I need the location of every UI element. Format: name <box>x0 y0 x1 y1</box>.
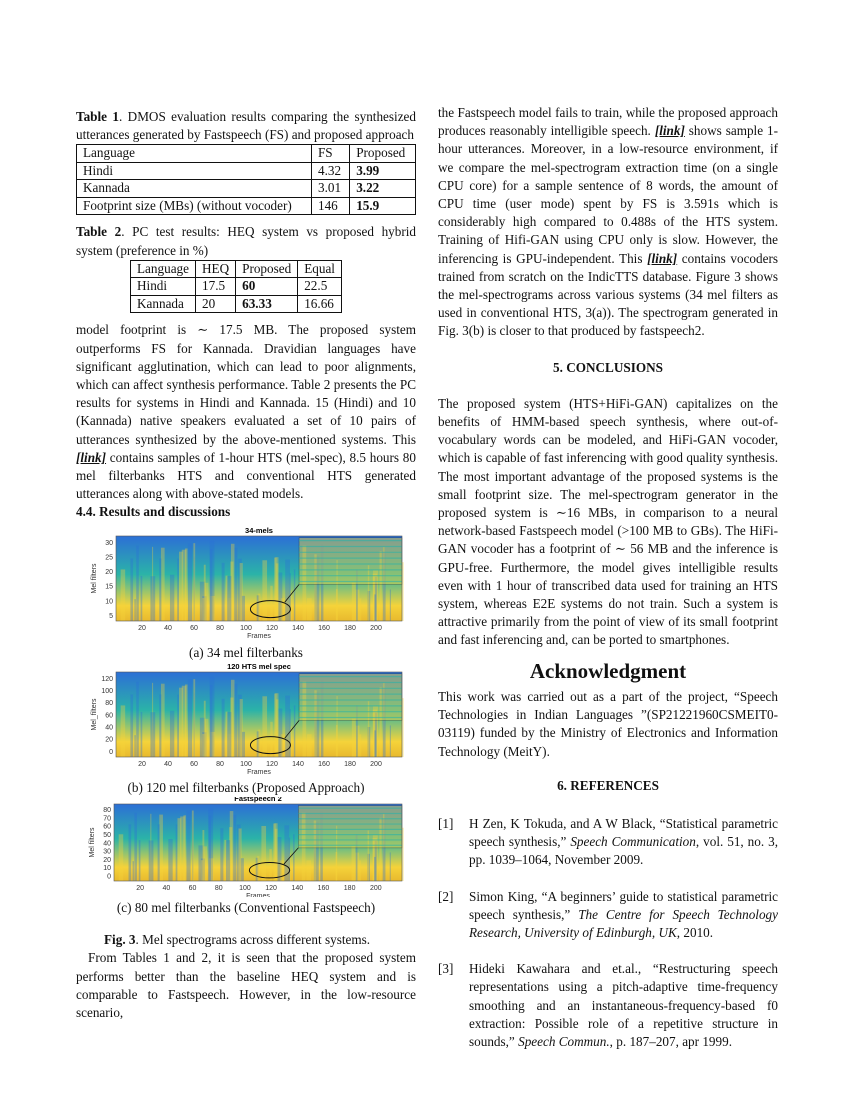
x-tick-label: 120 <box>265 884 277 892</box>
y-axis-label: Mel filters <box>89 827 96 858</box>
spectrogram-streak <box>227 712 231 757</box>
spectrogram-120-mels <box>76 662 416 779</box>
spectrogram-streak <box>141 712 143 757</box>
spectrogram-streak <box>134 813 137 881</box>
section-4-4-heading: 4.4. Results and discussions <box>76 504 231 520</box>
y-tick-label: 60 <box>103 823 111 831</box>
spectrogram-fastspeech <box>76 797 416 897</box>
x-tick-label: 20 <box>136 884 145 892</box>
spectrogram-streak <box>306 860 311 881</box>
spectrogram-streak <box>158 824 160 881</box>
x-axis-label: Frames <box>247 632 271 640</box>
x-tick-label: 100 <box>240 624 252 632</box>
x-tick-label: 140 <box>292 624 304 632</box>
y-tick-label: 100 <box>101 687 113 695</box>
table2-caption: Table 2. PC test results: HEQ system vs proposed hybrid system (preference in %) <box>76 224 416 258</box>
spectrogram-streak <box>270 722 272 757</box>
comparison-paragraph: From Tables 1 and 2, it is seen that the proposed system performs better than the baseline HEQ system and is comparable to Fastspeech. However, in the low-resource scenario, <box>76 950 416 1020</box>
spectrogram-streak <box>359 734 361 757</box>
table-row <box>131 295 342 313</box>
spectrogram-streak <box>231 543 235 620</box>
spectrogram-streak <box>193 543 195 621</box>
x-tick-label: 160 <box>317 884 330 892</box>
spectrogram-streak <box>274 693 276 756</box>
spectrogram-streak <box>390 852 391 881</box>
x-tick-label: 40 <box>164 760 172 768</box>
spectrogram-streak <box>307 734 312 757</box>
spectrogram-streak <box>242 595 245 620</box>
table-row <box>77 162 416 180</box>
spectrogram-streak <box>293 834 294 881</box>
x-tick-label: 200 <box>370 624 382 632</box>
y-tick-label: 25 <box>105 553 113 561</box>
spectrogram-streak <box>273 823 275 880</box>
spectrogram-streak <box>220 828 223 881</box>
spectrogram-streak <box>231 680 235 757</box>
spectrogram-streak <box>307 598 312 621</box>
table-header-cell: Equal <box>298 260 342 278</box>
spectrogram-streak <box>222 698 225 756</box>
table2 <box>130 260 342 314</box>
spectrogram-streak <box>150 576 155 621</box>
reference-item: [2] Simon King, “A beginners’ guide to statistical parametric speech synthesis,” The Centre for Speech Technology Research, University of Edinburgh, UK, 2010. <box>438 888 779 940</box>
y-tick-label: 40 <box>105 724 113 732</box>
left-column <box>76 104 416 1022</box>
y-tick-label: 50 <box>103 831 111 839</box>
x-tick-label: 60 <box>190 624 198 632</box>
table-header-cell: FS <box>311 145 349 163</box>
conclusions-heading: 5. CONCLUSIONS <box>553 359 663 375</box>
right-column <box>438 104 778 1051</box>
x-tick-label: 80 <box>214 884 223 892</box>
y-axis-label: Mel_filters <box>91 698 98 731</box>
x-tick-label: 140 <box>291 884 304 892</box>
spectrogram-streak <box>210 685 212 757</box>
table-cell: 3.01 <box>311 180 349 198</box>
spectrogram-streak <box>130 694 133 757</box>
spectrogram-streak <box>289 838 290 881</box>
table-cell: Footprint size (MBs) (without vocoder) <box>77 197 312 215</box>
spectrogram-streak <box>205 582 209 620</box>
y-tick-label: 30 <box>103 848 111 856</box>
x-axis-label: Frames <box>246 892 270 897</box>
table-header-cell: Language <box>131 260 196 278</box>
spectrogram-streak <box>177 694 179 756</box>
table-header-cell: Proposed <box>236 260 298 278</box>
zoom-inset <box>299 673 402 720</box>
table1 <box>76 144 416 215</box>
spectrogram-streak <box>150 712 155 757</box>
spectrogram-streak <box>183 815 186 881</box>
table-cell: 20 <box>196 295 236 313</box>
zoom-inset <box>299 537 402 584</box>
spectrogram-streak <box>390 725 391 757</box>
spectrogram-streak <box>121 705 126 757</box>
x-tick-label: 100 <box>240 760 252 768</box>
table-cell: Hindi <box>77 162 312 180</box>
table2-label: Table 2 <box>76 224 122 240</box>
spectrogram-streak <box>352 582 356 620</box>
spectrogram-streak <box>390 589 391 621</box>
x-tick-label: 20 <box>138 624 146 632</box>
x-tick-label: 120 <box>266 624 278 632</box>
spectrogram-streak <box>185 684 188 757</box>
spectrogram-streak <box>262 696 267 757</box>
spectrogram-streak <box>159 694 161 757</box>
spectrogram-streak <box>210 548 212 620</box>
spectrogram-streak <box>159 558 161 621</box>
spectrogram-streak <box>203 846 207 881</box>
spectrogram-streak <box>205 719 209 757</box>
x-tick-label: 120 <box>266 760 278 768</box>
table-cell: 4.32 <box>311 162 349 180</box>
spectrogram-streak <box>134 599 135 621</box>
table-cell: Kannada <box>131 295 196 313</box>
samples-link[interactable]: [link] <box>76 449 107 465</box>
x-tick-label: 200 <box>370 760 382 768</box>
spectrogram-streak <box>201 860 203 881</box>
conclusions-paragraph: The proposed system (HTS+HiFi-GAN) capitalizes on the benefits of HMM-based speech synthesis, where out-of-vocabulary words can be modeled, and HiFi-GAN vocoder, which is capable of fast inferencing with good quality synthesis. The most important advantage of the proposed systems is the small footprint size. The mel-spectrogram generator in the proposed system is ∼16 MBs, in comparison to a neural network-based Fastspeech model (>100 MB to GBs). The HiFi-GAN vocoder has a footprint of ∼ 56 MB and the inference is GPU-free. Furthermore, the model gives intelligible results even with 1 hour of transcribed data used for training an HTS system, whereas E2E systems do not train. Such a system is attractive primarily from the point of view of its small footprint and fast inferencing and, can be ported to smartphones. <box>438 395 778 648</box>
y-tick-label: 80 <box>105 699 113 707</box>
spectrogram-streak <box>188 679 192 757</box>
table-cell: 63.33 <box>236 295 298 313</box>
spectrogram-title: 34-mels <box>245 525 273 535</box>
spectrogram-streak <box>226 840 230 881</box>
table-header-cell: HEQ <box>196 260 236 278</box>
table-cell: 15.9 <box>350 197 416 215</box>
y-tick-label: 60 <box>105 712 113 720</box>
acknowledgment-paragraph: This work was carried out as a part of the project, “Speech Technologies in Indian Languages ”(SP21221960CSMEIT0-03119) funded by the Ministry of Electronics and Information Technology (MeitY). <box>438 688 778 759</box>
reference-item: [1] H Zen, K Tokuda, and A W Black, “Statistical parametric speech synthesis,” Speech Communication, vol. 51, no. 3, pp. 1039–1064, November 2009. <box>438 815 779 868</box>
spectrogram-streak <box>193 679 195 757</box>
x-tick-label: 20 <box>138 760 146 768</box>
spectrogram-streak <box>130 558 133 621</box>
spectrogram-streak <box>222 562 225 620</box>
table-cell: 17.5 <box>196 278 236 296</box>
table-row <box>77 180 416 198</box>
x-tick-label: 160 <box>318 624 330 632</box>
table-header-cell: Language <box>77 145 312 163</box>
table-cell: Hindi <box>131 278 196 296</box>
spectrogram-streak <box>351 846 355 881</box>
spectrogram-streak <box>261 826 266 881</box>
spectrogram-streak <box>161 547 165 620</box>
spectrogram-title: 120 HTS mel spec <box>227 661 291 671</box>
y-tick-label: 120 <box>101 675 113 683</box>
y-tick-label: 20 <box>105 736 113 744</box>
spectrogram-streak <box>139 840 141 881</box>
figure-3-caption: Fig. 3. Mel spectrograms across different systems. <box>104 932 371 948</box>
spectrogram-streak <box>192 810 194 881</box>
spectrogram-streak <box>241 858 244 881</box>
y-tick-label: 80 <box>103 807 111 815</box>
y-tick-label: 20 <box>105 568 113 576</box>
spectrogram-streak <box>136 682 139 757</box>
spectrogram-streak <box>258 729 260 756</box>
table1-caption: Table 1. DMOS evaluation results comparing the synthesized utterances generated by Fastspeech (FS) and proposed approach <box>76 109 417 143</box>
spectrogram-streak <box>294 569 295 621</box>
spectrogram-streak <box>352 718 356 756</box>
spectrogram-title: Fastspeech 2 <box>234 796 282 803</box>
x-tick-label: 180 <box>344 624 356 632</box>
spectrogram-streak <box>359 860 361 880</box>
table-row <box>77 145 416 163</box>
spectrogram-streak <box>161 683 165 756</box>
spectrogram-streak <box>188 543 192 621</box>
y-tick-label: 40 <box>103 840 111 848</box>
spectrogram-streak <box>170 574 174 620</box>
spectrogram-streak <box>133 861 134 881</box>
reference-item: [3] Hideki Kawahara and et.al., “Restructuring speech representations using a pitch-adaptive time-frequency smoothing and an instantaneous-frequency-based f0 extraction: Possible role of a repetitive structure in sounds,” Speech Commun., p. 187–207, apr 1999. <box>438 961 778 1049</box>
spectrogram-streak <box>185 548 188 621</box>
x-tick-label: 140 <box>292 760 304 768</box>
spectrogram-streak <box>176 824 178 881</box>
subfig-a-caption: (a) 34 mel filterbanks <box>189 644 303 660</box>
spectrogram-streak <box>136 545 139 620</box>
spectrogram-streak <box>230 811 234 881</box>
x-tick-label: 80 <box>216 624 224 632</box>
table-cell: 3.22 <box>350 180 416 198</box>
spectrogram-streak <box>359 598 361 621</box>
x-tick-label: 100 <box>239 884 251 892</box>
table-cell: Kannada <box>77 180 312 198</box>
spectrogram-streak <box>170 710 174 756</box>
y-tick-label: 5 <box>109 612 113 620</box>
table1-label: Table 1 <box>76 109 119 124</box>
x-tick-label: 60 <box>188 884 197 892</box>
spectrogram-streak <box>134 735 135 757</box>
spectrogram-streak <box>159 815 163 881</box>
spectrogram-streak <box>294 705 295 757</box>
table-row <box>131 260 342 278</box>
y-tick-label: 70 <box>103 815 111 823</box>
figure-3 <box>76 524 416 918</box>
spectrogram-streak <box>290 709 291 757</box>
spectrogram-streak <box>258 593 260 620</box>
y-axis-label: Mel filters <box>91 563 98 594</box>
vocoders-link[interactable]: [link] <box>647 250 678 266</box>
y-tick-label: 20 <box>103 856 111 864</box>
y-tick-label: 10 <box>103 865 111 873</box>
spectrogram-34-mels <box>76 524 416 644</box>
x-tick-label: 60 <box>190 760 198 768</box>
table-cell: 3.99 <box>350 162 416 180</box>
spectrogram-streak <box>141 575 143 620</box>
references-heading: 6. REFERENCES <box>557 777 659 793</box>
spectrogram-streak <box>186 811 190 881</box>
spectrogram-streak <box>179 687 183 756</box>
spectrogram-streak <box>274 557 276 620</box>
spectrogram-streak <box>209 816 211 881</box>
x-tick-label: 200 <box>369 884 382 892</box>
x-tick-label: 160 <box>318 760 330 768</box>
table-cell: 16.66 <box>298 295 342 313</box>
x-tick-label: 180 <box>344 760 356 768</box>
subfig-c-caption: (c) 80 mel filterbanks (Conventional Fastspeech) <box>116 899 376 915</box>
x-tick-label: 40 <box>162 884 171 892</box>
x-axis-label: Frames <box>247 768 271 776</box>
spectrogram-streak <box>262 560 267 621</box>
spectrogram-streak <box>149 840 154 881</box>
y-tick-label: 30 <box>105 539 113 547</box>
spectrogram-streak <box>121 569 126 621</box>
y-tick-label: 10 <box>105 597 113 605</box>
spectrogram-streak <box>290 573 291 621</box>
x-tick-label: 80 <box>216 760 224 768</box>
spectrogram-streak <box>227 575 231 620</box>
table-cell: 60 <box>236 278 298 296</box>
table-cell: 22.5 <box>298 278 342 296</box>
zoom-inset <box>298 805 402 847</box>
subfig-b-caption: (b) 120 mel filterbanks (Proposed Approach) <box>127 779 365 795</box>
spectrogram-streak <box>177 818 181 881</box>
spectrogram-streak <box>202 598 204 621</box>
discussion-paragraph: the Fastspeech model fails to train, while the proposed approach produces reasonably intelligible speech. [link] shows sample 1-hour utterances. Moreover, in a low-resource environment, if we compare the mel-spectrogram extraction time (on a single CPU core) for a sample sentence of 8 words, the amount of CPU time (user mode) spent by FS is 3.591s which is considerably high compared to 0.488s of the HTS system. Training of Hifi-GAN using CPU only is slow. However, the inferencing is GPU-independent. This [link] contains vocoders trained from scratch on the IndicTTS database. Figure 3 shows the mel-spectrograms across various systems (34 mel filters as used in conventional HTS, 3(a)). The spectrogram generated in Fig. 3(b) is closer to that produced by fastspeech2. <box>438 105 778 339</box>
y-tick-label: 0 <box>109 748 113 756</box>
spectrogram-streak <box>168 839 172 881</box>
x-tick-label: 40 <box>164 624 172 632</box>
acknowledgment-heading: Acknowledgment <box>529 658 687 683</box>
table-row <box>131 278 342 296</box>
spectrogram-streak <box>179 551 183 620</box>
spectrogram-streak <box>242 732 245 757</box>
figure-3-label: Fig. 3 <box>104 932 136 948</box>
y-tick-label: 15 <box>105 583 113 591</box>
table-row <box>77 197 416 215</box>
y-tick-label: 0 <box>107 873 111 881</box>
table-cell: 146 <box>311 197 349 215</box>
spectrogram-streak <box>119 834 124 881</box>
spectrogram-streak <box>177 558 179 620</box>
x-tick-label: 180 <box>343 884 356 892</box>
table-header-cell: Proposed <box>350 145 416 163</box>
results-paragraph: model footprint is ∼ 17.5 MB. The proposed system outperforms FS for Kannada. Dravidian languages have significant agglutination, which can lead to poor alignments, which can affect synthesis performance. Table 2 presents the PC results for systems in Hindi and Kannada. 15 (Hindi) and 10 (Kannada) native speakers evaluated a set of 10 pairs of utterances synthesized by the above-mentioned systems. This [link] contains samples of 1-hour HTS (mel-spec), 8.5 hours 80 mel filterbanks HTS and conventional HTS generated utterances along with above-stated models. <box>76 322 416 502</box>
sample-utterances-link[interactable]: [link] <box>654 123 685 139</box>
spectrogram-streak <box>129 824 132 881</box>
spectrogram-streak <box>269 849 271 881</box>
spectrogram-streak <box>270 585 272 620</box>
spectrogram-streak <box>202 734 204 757</box>
